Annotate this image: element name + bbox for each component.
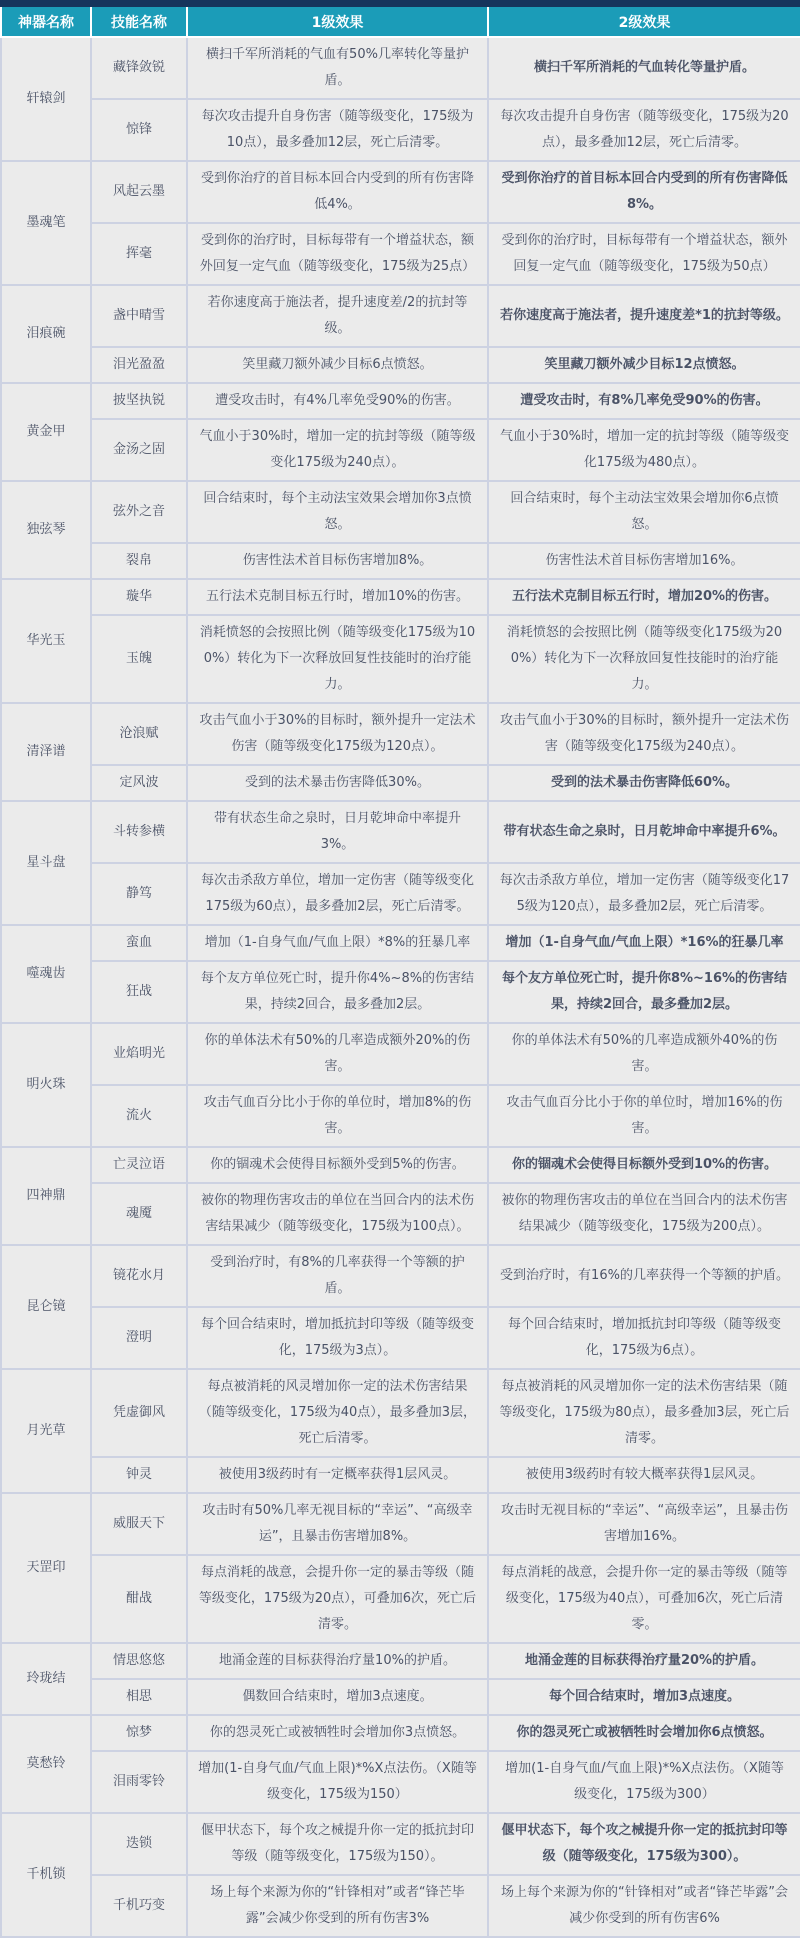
column-header-artifact-name: 神器名称	[1, 7, 91, 37]
artifact-name-cell: 泪痕碗	[1, 285, 91, 383]
skill-name-cell: 千机巧变	[91, 1875, 187, 1937]
level2-effect-cell: 遭受攻击时，有8%几率免受90%的伤害。	[488, 383, 800, 419]
table-row	[1, 1307, 800, 1369]
artifact-name-cell: 千机锁	[1, 1813, 91, 1937]
skill-name-cell: 魂魇	[91, 1183, 187, 1245]
skill-name-cell: 盏中晴雪	[91, 285, 187, 347]
skill-name-cell: 镜花水月	[91, 1245, 187, 1307]
level1-effect-cell: 地涌金莲的目标获得治疗量10%的护盾。	[187, 1643, 488, 1679]
table-row	[1, 481, 800, 543]
table-row	[1, 1023, 800, 1085]
level2-effect-cell: 每个回合结束时，增加抵抗封印等级（随等级变化，175级为6点）。	[488, 1307, 800, 1369]
artifact-name-cell: 独弦琴	[1, 481, 91, 579]
table-row	[1, 1493, 800, 1555]
level2-effect-cell: 增加（1-自身气血/气血上限）*16%的狂暴几率	[488, 925, 800, 961]
skill-name-cell: 迭锁	[91, 1813, 187, 1875]
level1-effect-cell: 每次击杀敌方单位，增加一定伤害（随等级变化175级为60点），最多叠加2层，死亡后清零。	[187, 863, 488, 925]
table-row	[1, 765, 800, 801]
skill-name-cell: 相思	[91, 1679, 187, 1715]
level2-effect-cell: 每点消耗的战意，会提升你一定的暴击等级（随等级变化，175级为40点），可叠加6次，死亡后清零。	[488, 1555, 800, 1643]
table-row	[1, 1875, 800, 1937]
level1-effect-cell: 偶数回合结束时，增加3点速度。	[187, 1679, 488, 1715]
skill-name-cell: 业焰明光	[91, 1023, 187, 1085]
skill-name-cell: 弦外之音	[91, 481, 187, 543]
table-header	[1, 7, 800, 37]
artifact-name-cell: 墨魂笔	[1, 161, 91, 285]
level2-effect-cell: 被你的物理伤害攻击的单位在当回合内的法术伤害结果减少（随等级变化，175级为200点）。	[488, 1183, 800, 1245]
skill-name-cell: 风起云墨	[91, 161, 187, 223]
table-body	[1, 37, 800, 1937]
level2-effect-cell: 回合结束时，每个主动法宝效果会增加你6点愤怒。	[488, 481, 800, 543]
column-header-level2-effect: 2级效果	[488, 7, 800, 37]
level2-effect-cell: 攻击气血小于30%的目标时，额外提升一定法术伤害（随等级变化175级为240点）。	[488, 703, 800, 765]
table-row	[1, 1751, 800, 1813]
level1-effect-cell: 你的单体法术有50%的几率造成额外20%的伤害。	[187, 1023, 488, 1085]
level1-effect-cell: 受到治疗时，有8%的几率获得一个等额的护盾。	[187, 1245, 488, 1307]
table-row	[1, 383, 800, 419]
level2-effect-cell: 横扫千军所消耗的气血转化等量护盾。	[488, 37, 800, 99]
skill-name-cell: 酣战	[91, 1555, 187, 1643]
artifact-name-cell: 月光草	[1, 1369, 91, 1493]
level1-effect-cell: 你的锢魂术会使得目标额外受到5%的伤害。	[187, 1147, 488, 1183]
level1-effect-cell: 五行法术克制目标五行时，增加10%的伤害。	[187, 579, 488, 615]
level2-effect-cell: 带有状态生命之泉时，日月乾坤命中率提升6%。	[488, 801, 800, 863]
artifact-name-cell: 黄金甲	[1, 383, 91, 481]
level1-effect-cell: 攻击气血小于30%的目标时，额外提升一定法术伤害（随等级变化175级为120点）。	[187, 703, 488, 765]
table-row	[1, 961, 800, 1023]
artifact-name-cell: 清泽谱	[1, 703, 91, 801]
level1-effect-cell: 气血小于30%时，增加一定的抗封等级（随等级变化175级为240点）。	[187, 419, 488, 481]
skill-name-cell: 凭虚御风	[91, 1369, 187, 1457]
level1-effect-cell: 场上每个来源为你的“针锋相对”或者“锋芒毕露”会减少你受到的所有伤害3%	[187, 1875, 488, 1937]
level2-effect-cell: 攻击气血百分比小于你的单位时，增加16%的伤害。	[488, 1085, 800, 1147]
level1-effect-cell: 每次攻击提升自身伤害（随等级变化，175级为10点），最多叠加12层，死亡后清零。	[187, 99, 488, 161]
artifact-name-cell: 莫愁铃	[1, 1715, 91, 1813]
table-row	[1, 615, 800, 703]
table-row	[1, 1679, 800, 1715]
level1-effect-cell: 遭受攻击时，有4%几率免受90%的伤害。	[187, 383, 488, 419]
skill-name-cell: 蛮血	[91, 925, 187, 961]
level2-effect-cell: 受到你治疗的首目标本回合内受到的所有伤害降低8%。	[488, 161, 800, 223]
level1-effect-cell: 每点消耗的战意，会提升你一定的暴击等级（随等级变化，175级为20点），可叠加6次，死亡后清零。	[187, 1555, 488, 1643]
artifact-name-cell: 华光玉	[1, 579, 91, 703]
level1-effect-cell: 笑里藏刀额外减少目标6点愤怒。	[187, 347, 488, 383]
artifact-name-cell: 轩辕剑	[1, 37, 91, 161]
level1-effect-cell: 消耗愤怒的会按照比例（随等级变化175级为100%）转化为下一次释放回复性技能时的治疗能力。	[187, 615, 488, 703]
skill-name-cell: 威服天下	[91, 1493, 187, 1555]
level2-effect-cell: 每个回合结束时，增加3点速度。	[488, 1679, 800, 1715]
level2-effect-cell: 地涌金莲的目标获得治疗量20%的护盾。	[488, 1643, 800, 1679]
level1-effect-cell: 受到你的治疗时，目标每带有一个增益状态，额外回复一定气血（随等级变化，175级为25点）	[187, 223, 488, 285]
level2-effect-cell: 场上每个来源为你的“针锋相对”或者“锋芒毕露”会减少你受到的所有伤害6%	[488, 1875, 800, 1937]
skill-name-cell: 裂帛	[91, 543, 187, 579]
level2-effect-cell: 气血小于30%时，增加一定的抗封等级（随等级变化175级为480点）。	[488, 419, 800, 481]
table-row	[1, 925, 800, 961]
level2-effect-cell: 消耗愤怒的会按照比例（随等级变化175级为200%）转化为下一次释放回复性技能时的治疗能力。	[488, 615, 800, 703]
skill-name-cell: 澄明	[91, 1307, 187, 1369]
artifact-name-cell: 星斗盘	[1, 801, 91, 925]
skill-name-cell: 钟灵	[91, 1457, 187, 1493]
level1-effect-cell: 带有状态生命之泉时，日月乾坤命中率提升3%。	[187, 801, 488, 863]
level2-effect-cell: 每个友方单位死亡时，提升你8%~16%的伤害结果，持续2回合，最多叠加2层。	[488, 961, 800, 1023]
skill-name-cell: 惊梦	[91, 1715, 187, 1751]
table-row	[1, 99, 800, 161]
table-row	[1, 801, 800, 863]
level2-effect-cell: 伤害性法术首目标伤害增加16%。	[488, 543, 800, 579]
level1-effect-cell: 伤害性法术首目标伤害增加8%。	[187, 543, 488, 579]
level2-effect-cell: 你的锢魂术会使得目标额外受到10%的伤害。	[488, 1147, 800, 1183]
level2-effect-cell: 你的怨灵死亡或被牺牲时会增加你6点愤怒。	[488, 1715, 800, 1751]
level2-effect-cell: 每次攻击提升自身伤害（随等级变化，175级为20点），最多叠加12层，死亡后清零。	[488, 99, 800, 161]
level1-effect-cell: 被你的物理伤害攻击的单位在当回合内的法术伤害结果减少（随等级变化，175级为100点）。	[187, 1183, 488, 1245]
artifact-skill-table	[0, 7, 800, 1938]
level2-effect-cell: 增加(1-自身气血/气血上限)*%X点法伤。（X随等级变化，175级为300）	[488, 1751, 800, 1813]
skill-name-cell: 情思悠悠	[91, 1643, 187, 1679]
top-accent-bar	[0, 0, 800, 7]
table-row	[1, 1457, 800, 1493]
skill-name-cell: 惊锋	[91, 99, 187, 161]
level2-effect-cell: 五行法术克制目标五行时，增加20%的伤害。	[488, 579, 800, 615]
artifact-name-cell: 玲珑结	[1, 1643, 91, 1715]
artifact-name-cell: 噬魂齿	[1, 925, 91, 1023]
table-row	[1, 347, 800, 383]
level2-effect-cell: 受到的法术暴击伤害降低60%。	[488, 765, 800, 801]
table-row	[1, 1715, 800, 1751]
level1-effect-cell: 横扫千军所消耗的气血有50%几率转化等量护盾。	[187, 37, 488, 99]
skill-name-cell: 亡灵泣语	[91, 1147, 187, 1183]
level2-effect-cell: 攻击时无视目标的“幸运”、“高级幸运”，且暴击伤害增加16%。	[488, 1493, 800, 1555]
table-row	[1, 37, 800, 99]
level1-effect-cell: 每个回合结束时，增加抵抗封印等级（随等级变化，175级为3点）。	[187, 1307, 488, 1369]
level1-effect-cell: 回合结束时，每个主动法宝效果会增加你3点愤怒。	[187, 481, 488, 543]
table-row	[1, 285, 800, 347]
column-header-level1-effect: 1级效果	[187, 7, 488, 37]
table-row	[1, 1555, 800, 1643]
table-row	[1, 1245, 800, 1307]
skill-name-cell: 挥毫	[91, 223, 187, 285]
artifact-name-cell: 昆仑镜	[1, 1245, 91, 1369]
skill-name-cell: 藏锋敛锐	[91, 37, 187, 99]
level1-effect-cell: 攻击时有50%几率无视目标的“幸运”、“高级幸运”，且暴击伤害增加8%。	[187, 1493, 488, 1555]
skill-name-cell: 流火	[91, 1085, 187, 1147]
skill-name-cell: 玉魄	[91, 615, 187, 703]
table-row	[1, 1085, 800, 1147]
level2-effect-cell: 若你速度高于施法者，提升速度差*1的抗封等级。	[488, 285, 800, 347]
table-row	[1, 579, 800, 615]
skill-name-cell: 斗转参横	[91, 801, 187, 863]
skill-name-cell: 璇华	[91, 579, 187, 615]
table-row	[1, 419, 800, 481]
skill-name-cell: 金汤之固	[91, 419, 187, 481]
column-header-skill-name: 技能名称	[91, 7, 187, 37]
level1-effect-cell: 若你速度高于施法者，提升速度差/2的抗封等级。	[187, 285, 488, 347]
level2-effect-cell: 每次击杀敌方单位，增加一定伤害（随等级变化175级为120点），最多叠加2层，死亡后清零。	[488, 863, 800, 925]
level1-effect-cell: 攻击气血百分比小于你的单位时，增加8%的伤害。	[187, 1085, 488, 1147]
level1-effect-cell: 增加（1-自身气血/气血上限）*8%的狂暴几率	[187, 925, 488, 961]
level1-effect-cell: 被使用3级药时有一定概率获得1层风灵。	[187, 1457, 488, 1493]
skill-name-cell: 定风波	[91, 765, 187, 801]
skill-name-cell: 沧浪赋	[91, 703, 187, 765]
level1-effect-cell: 每个友方单位死亡时，提升你4%~8%的伤害结果，持续2回合，最多叠加2层。	[187, 961, 488, 1023]
table-row	[1, 1147, 800, 1183]
level2-effect-cell: 每点被消耗的风灵增加你一定的法术伤害结果（随等级变化，175级为80点），最多叠加3层，死亡后清零。	[488, 1369, 800, 1457]
table-row	[1, 863, 800, 925]
table-row	[1, 1369, 800, 1457]
skill-name-cell: 披坚执锐	[91, 383, 187, 419]
table-row	[1, 543, 800, 579]
level2-effect-cell: 偃甲状态下，每个攻之械提升你一定的抵抗封印等级（随等级变化，175级为300）。	[488, 1813, 800, 1875]
level1-effect-cell: 增加(1-自身气血/气血上限)*%X点法伤。（X随等级变化，175级为150）	[187, 1751, 488, 1813]
level1-effect-cell: 你的怨灵死亡或被牺牲时会增加你3点愤怒。	[187, 1715, 488, 1751]
artifact-name-cell: 天罡印	[1, 1493, 91, 1643]
table-row	[1, 161, 800, 223]
skill-name-cell: 泪光盈盈	[91, 347, 187, 383]
level2-effect-cell: 受到治疗时，有16%的几率获得一个等额的护盾。	[488, 1245, 800, 1307]
skill-name-cell: 静笃	[91, 863, 187, 925]
table-row	[1, 223, 800, 285]
table-row	[1, 1643, 800, 1679]
table-row	[1, 703, 800, 765]
level1-effect-cell: 受到你治疗的首目标本回合内受到的所有伤害降低4%。	[187, 161, 488, 223]
level2-effect-cell: 被使用3级药时有较大概率获得1层风灵。	[488, 1457, 800, 1493]
table-row	[1, 1183, 800, 1245]
level1-effect-cell: 受到的法术暴击伤害降低30%。	[187, 765, 488, 801]
artifact-name-cell: 明火珠	[1, 1023, 91, 1147]
artifact-name-cell: 四神鼎	[1, 1147, 91, 1245]
skill-name-cell: 泪雨零铃	[91, 1751, 187, 1813]
level2-effect-cell: 受到你的治疗时，目标每带有一个增益状态，额外回复一定气血（随等级变化，175级为50点）	[488, 223, 800, 285]
level1-effect-cell: 偃甲状态下，每个攻之械提升你一定的抵抗封印等级（随等级变化，175级为150）。	[187, 1813, 488, 1875]
level2-effect-cell: 你的单体法术有50%的几率造成额外40%的伤害。	[488, 1023, 800, 1085]
level1-effect-cell: 每点被消耗的风灵增加你一定的法术伤害结果（随等级变化，175级为40点），最多叠加3层，死亡后清零。	[187, 1369, 488, 1457]
level2-effect-cell: 笑里藏刀额外减少目标12点愤怒。	[488, 347, 800, 383]
skill-name-cell: 狂战	[91, 961, 187, 1023]
table-row	[1, 1813, 800, 1875]
